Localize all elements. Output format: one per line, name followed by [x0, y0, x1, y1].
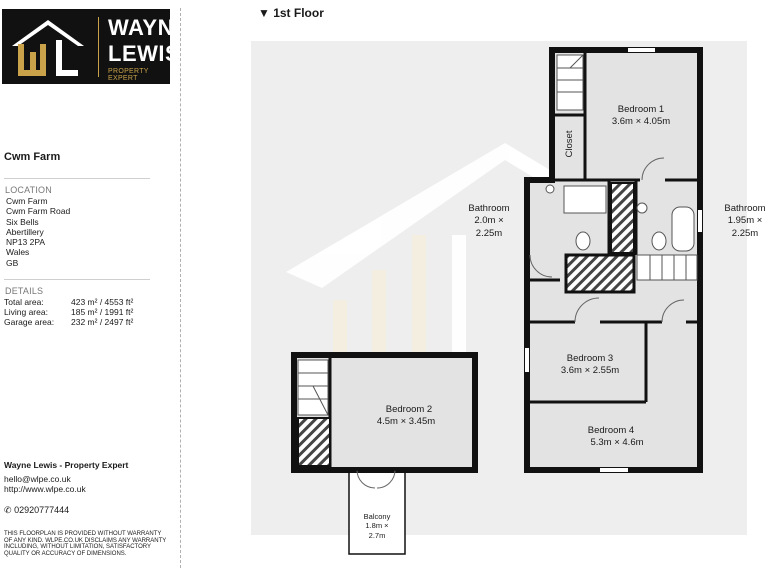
- room-size: 1.95m ×: [727, 215, 763, 226]
- address-line: Abertillery: [6, 226, 44, 237]
- location-heading: LOCATION: [5, 185, 52, 195]
- disclaimer: THIS FLOORPLAN IS PROVIDED WITHOUT WARRANTY OF ANY KIND. WLPE.CO.UK DISCLAIMS ANY WARRANTY INCLUDING, WITHOUT LIMITATION, SATISFACTORY QUALITY OR ACCURACY OF DIMENSIONS.: [4, 531, 167, 557]
- address-line: Six Bells: [6, 216, 39, 227]
- address-line: Wales: [6, 247, 30, 258]
- room-label: Bathroom: [724, 203, 766, 214]
- address-line: Cwm Farm Road: [6, 206, 71, 217]
- bath-tub-icon: [564, 186, 606, 213]
- brand-tagline: PROPERTY EXPERT: [108, 68, 149, 82]
- room-label: Bathroom: [468, 203, 510, 214]
- stairs-icon: [637, 255, 697, 280]
- stairs-icon: [557, 55, 583, 110]
- room-size: 2.25m: [475, 228, 503, 239]
- room-size: 2.25m: [731, 228, 759, 239]
- brand-name-line1: WAYNE: [108, 15, 190, 40]
- floor-title: ▼ 1st Floor: [258, 6, 324, 20]
- room-label: Bedroom 1: [617, 104, 665, 115]
- hatched-void: [611, 183, 634, 253]
- hatched-void: [298, 418, 330, 466]
- bath-tub-icon: [672, 207, 694, 251]
- property-title: Cwm Farm: [4, 151, 61, 163]
- room-size: 4.5m × 3.45m: [376, 416, 436, 427]
- room-size: 3.6m × 4.05m: [611, 116, 671, 127]
- detail-value: 232 m² / 2497 ft²: [71, 317, 134, 327]
- address-line: GB: [6, 257, 19, 268]
- phone-icon: ✆: [4, 505, 12, 515]
- agent-website-link[interactable]: http://www.wlpe.co.uk: [4, 484, 86, 494]
- detail-value: 185 m² / 1991 ft²: [71, 307, 134, 317]
- detail-label: Garage area:: [4, 317, 55, 327]
- brand-name-line2: LEWIS: [108, 41, 181, 66]
- address-line: Cwm Farm: [6, 196, 48, 206]
- room-label: Closet: [564, 130, 575, 158]
- detail-label: Total area:: [4, 297, 44, 307]
- sink-icon: [637, 203, 647, 213]
- room-label: Bedroom 4: [587, 425, 635, 436]
- hatched-void: [566, 255, 634, 292]
- stairs-icon: [298, 360, 328, 415]
- detail-value: 423 m² / 4553 ft²: [71, 297, 134, 307]
- room-label: Bedroom 3: [566, 353, 614, 364]
- room-label: Bedroom 2: [385, 404, 433, 415]
- room-size: 1.8m ×: [365, 521, 389, 530]
- toilet-icon: [652, 232, 666, 250]
- room-size: 5.3m × 4.6m: [590, 437, 644, 448]
- agent-email-link[interactable]: hello@wlpe.co.uk: [4, 474, 71, 484]
- detail-label: Living area:: [4, 307, 48, 317]
- toilet-icon: [576, 232, 590, 250]
- room-size: 3.6m × 2.55m: [560, 365, 620, 376]
- room-size: 2.7m: [368, 531, 386, 540]
- room-size: 2.0m ×: [474, 215, 504, 226]
- phone-number: 02920777444: [14, 505, 70, 515]
- room-label: Balcony: [363, 512, 391, 521]
- sink-icon: [546, 185, 554, 193]
- address-line: NP13 2PA: [6, 237, 46, 248]
- agent-name: Wayne Lewis - Property Expert: [4, 460, 129, 470]
- details-heading: DETAILS: [5, 286, 44, 296]
